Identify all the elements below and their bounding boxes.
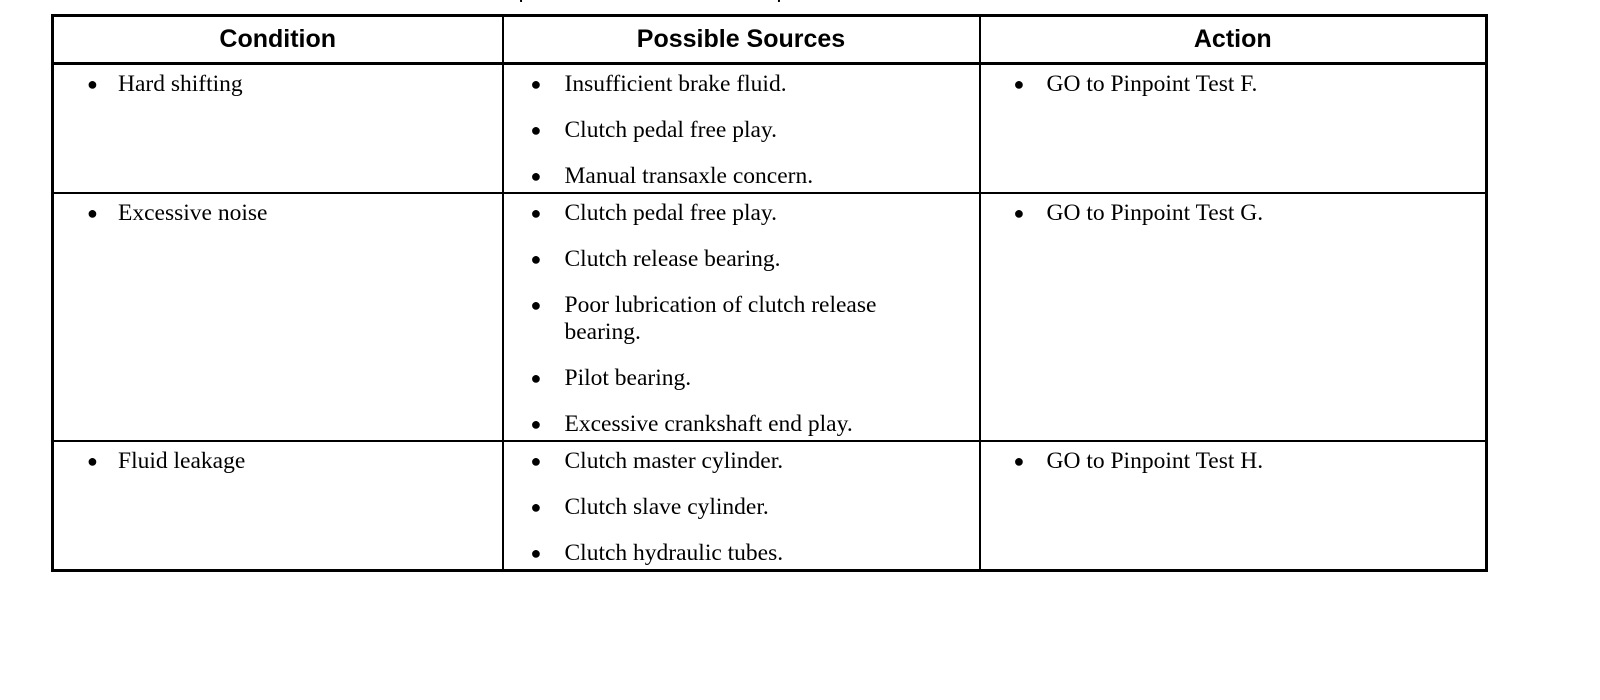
- source-text: Clutch pedal free play.: [564, 200, 777, 226]
- condition-text: Excessive noise: [118, 200, 268, 226]
- condition-text: Fluid leakage: [118, 448, 246, 474]
- condition-cell: [53, 64, 503, 194]
- bullet-icon: ●: [87, 203, 98, 223]
- table-row: [53, 193, 1487, 441]
- source-text: Clutch pedal free play.: [564, 117, 777, 143]
- right-parenthesis-mark: [771, 0, 780, 2]
- condition-cell: [53, 441, 503, 571]
- source-text: Excessive crankshaft end play.: [564, 411, 853, 437]
- list-item: [504, 540, 979, 567]
- action-text: GO to Pinpoint Test F.: [1046, 71, 1258, 97]
- list-item: [504, 71, 979, 98]
- list-item: [504, 494, 979, 521]
- condition-text: Hard shifting: [118, 71, 243, 97]
- bullet-icon: ●: [1013, 203, 1025, 223]
- bullet-icon: ●: [530, 295, 542, 315]
- source-text: Insufficient brake fluid.: [564, 71, 787, 97]
- list-item: [504, 448, 979, 475]
- list-item: [54, 71, 502, 98]
- left-parenthesis-mark: [520, 0, 529, 2]
- possible-sources-cell: [503, 64, 980, 194]
- action-cell: [980, 64, 1487, 194]
- bullet-icon: ●: [530, 451, 542, 471]
- bullet-icon: ●: [530, 120, 542, 140]
- list-item: [981, 200, 1486, 227]
- list-item: [504, 292, 979, 346]
- list-item: [54, 200, 502, 227]
- possible-sources-cell: [503, 193, 980, 441]
- bullet-icon: ●: [530, 203, 542, 223]
- possible-sources-cell: [503, 441, 980, 571]
- source-text: Clutch master cylinder.: [564, 448, 784, 474]
- list-item: [981, 448, 1486, 475]
- source-text: Clutch slave cylinder.: [564, 494, 769, 520]
- condition-cell: [53, 193, 503, 441]
- column-header-condition: Condition: [53, 16, 503, 64]
- troubleshooting-table: [51, 14, 1488, 572]
- bullet-icon: ●: [1013, 451, 1025, 471]
- list-item: [504, 411, 979, 438]
- column-header-possible-sources: Possible Sources: [503, 16, 980, 64]
- list-item: [504, 365, 979, 392]
- table-row: [53, 64, 1487, 194]
- bullet-icon: ●: [1013, 74, 1025, 94]
- bullet-icon: ●: [530, 166, 542, 186]
- list-item: [981, 71, 1486, 98]
- bullet-icon: ●: [530, 414, 542, 434]
- bullet-icon: ●: [87, 451, 98, 471]
- column-header-action: Action: [980, 16, 1487, 64]
- bullet-icon: ●: [530, 543, 542, 563]
- source-text: Manual transaxle concern.: [564, 163, 814, 189]
- source-text: Clutch hydraulic tubes.: [564, 540, 784, 566]
- table-header-row: [53, 16, 1487, 64]
- source-text: Poor lubrication of clutch release bearing.: [564, 292, 877, 345]
- cropped-title-fragment: [520, 0, 780, 2]
- action-text: GO to Pinpoint Test G.: [1046, 200, 1264, 226]
- action-cell: [980, 441, 1487, 571]
- source-text: Pilot bearing.: [564, 365, 692, 391]
- bullet-icon: ●: [530, 74, 542, 94]
- bullet-icon: ●: [530, 249, 542, 269]
- action-cell: [980, 193, 1487, 441]
- list-item: [504, 246, 979, 273]
- list-item: [54, 448, 502, 475]
- bullet-icon: ●: [87, 74, 98, 94]
- list-item: [504, 200, 979, 227]
- list-item: [504, 117, 979, 144]
- bullet-icon: ●: [530, 368, 542, 388]
- action-text: GO to Pinpoint Test H.: [1046, 448, 1264, 474]
- bullet-icon: ●: [530, 497, 542, 517]
- table-row: [53, 441, 1487, 571]
- source-text: Clutch release bearing.: [564, 246, 781, 272]
- list-item: [504, 163, 979, 190]
